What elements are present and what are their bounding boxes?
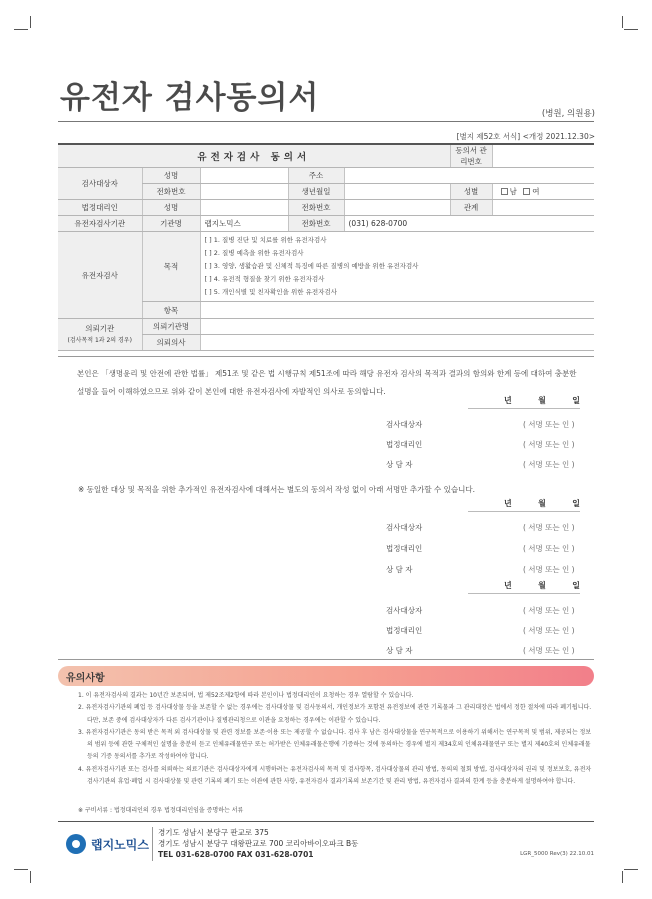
- year-label: 년: [504, 499, 512, 508]
- note-item: 1. 이 유전자검사의 결과는 10년간 보존되며, 법 제52조제2항에 따라 본인이나 법정대리인이 요청하는 경우 열람할 수 있습니다.: [78, 692, 414, 699]
- date-line: [468, 511, 580, 512]
- crop-mark: [30, 871, 31, 883]
- month-label: 월: [538, 396, 546, 405]
- requester-doctor-field[interactable]: [200, 335, 594, 351]
- female-checkbox[interactable]: [523, 188, 530, 195]
- sign-subject-label: 검사대상자: [386, 606, 423, 615]
- crop-mark: [14, 29, 28, 30]
- sign-hint[interactable]: ( 서명 또는 인 ): [523, 606, 575, 615]
- document-code: LGR_5000 Rev(3) 22.10.01: [520, 851, 594, 857]
- legal-rep-relation-field[interactable]: [492, 200, 594, 216]
- gender-options: [492, 184, 594, 200]
- institution-phone: (031) 628-0700: [344, 216, 594, 232]
- month-label: 월: [538, 499, 546, 508]
- sign-rep-label: 법정대리인: [386, 626, 423, 635]
- document-subtitle: (병원, 의원용): [541, 109, 595, 119]
- notes-list: [78, 690, 594, 788]
- institution-label: 유전자검사기관: [58, 216, 142, 232]
- legal-rep-phone-label: 전화번호: [288, 200, 344, 216]
- company-name: 랩지노믹스: [91, 837, 149, 852]
- footer-divider: [58, 821, 594, 822]
- purpose-option[interactable]: [ ] 5. 개인식별 및 친자확인을 위한 유전자검사: [204, 288, 337, 296]
- test-purpose-list: [200, 232, 594, 302]
- attachment-note: ※ 구비서류 : 법정대리인의 경우 법정대리인임을 증명하는 서류: [78, 807, 244, 814]
- footer-separator: [152, 827, 153, 861]
- purpose-option[interactable]: [ ] 4. 유전적 형질을 찾기 위한 유전자검사: [204, 275, 325, 283]
- mgmt-no-field[interactable]: [492, 144, 594, 168]
- subject-name-label: 성명: [142, 168, 200, 184]
- address-line-1: 경기도 성남시 분당구 판교로 375: [158, 828, 269, 837]
- crop-mark: [624, 29, 638, 30]
- title-divider: [58, 121, 594, 122]
- sign-date: [504, 395, 580, 406]
- note-item: 4. 유전자검사기관 또는 검사를 의뢰하는 의료기관은 검사대상자에게 시행하려는 유전자검사의 목적 및 검사항목, 검사대상물의 관리 방법, 동의의 철회 방법, 검사대상자의 권리 및 정보보호, 유전자검사기관의 휴업·폐업 시 검사대상물 및 관련 기록의 폐기 또는 이관에 관한 사항, 유전자검사 결과기록의 보존기간 및 관리 방법, 유전자검사 결과의 한계 등을 충분하게 설명하여야 합니다.: [78, 765, 592, 786]
- institution-row: [58, 216, 594, 232]
- sign-rep-label: 법정대리인: [386, 440, 423, 449]
- subject-name-field[interactable]: [200, 168, 288, 184]
- crop-mark: [14, 869, 28, 870]
- year-label: 년: [504, 396, 512, 405]
- subject-phone-label: 전화번호: [142, 184, 200, 200]
- test-label: 유전자검사: [58, 232, 142, 319]
- note-item: 2. 유전자검사기관의 폐업 등 검사대상물 등을 보존할 수 없는 경우에는 검사대상물 및 검사동의서, 개인정보가 포함된 유전정보에 관한 기록물과 그 관리대장은 법에서 정한 절차에 따라 폐기됩니다. 다만, 보존 중에 검사대상자가 다른 검사기관이나 질병관리청으로 이관을 요청하는 경우에는 이관할 수 있습니다.: [78, 704, 592, 724]
- institution-org-name: 랩지노믹스: [200, 216, 288, 232]
- requester-row-1: [58, 319, 594, 335]
- crop-mark: [622, 16, 623, 28]
- year-label: 년: [504, 581, 512, 590]
- company-logo: [66, 829, 150, 859]
- crop-mark: [30, 16, 31, 28]
- subject-phone-field[interactable]: [200, 184, 288, 200]
- day-label: 일: [572, 396, 580, 405]
- test-items-label: 항목: [142, 302, 200, 319]
- form-header: 유전자검사 동의서: [58, 144, 450, 168]
- subject-address-field[interactable]: [344, 168, 594, 184]
- subject-birth-label: 생년월일: [288, 184, 344, 200]
- sign-counselor-label: 상 담 자: [386, 460, 413, 469]
- sign-counselor-label: 상 담 자: [386, 646, 413, 655]
- male-checkbox[interactable]: [501, 188, 508, 195]
- legal-rep-name-label: 성명: [142, 200, 200, 216]
- requester-org-label: 의뢰기관명: [142, 319, 200, 335]
- crop-mark: [624, 869, 638, 870]
- sign-subject-label: 검사대상자: [386, 420, 423, 429]
- legal-rep-row: [58, 200, 594, 216]
- sign-rep-label: 법정대리인: [386, 544, 423, 553]
- day-label: 일: [572, 499, 580, 508]
- requester-note: (검사목적 1과 2의 경우): [67, 336, 132, 344]
- consent-section: [58, 356, 594, 660]
- requester-label-cell: [58, 319, 142, 351]
- sign-hint[interactable]: ( 서명 또는 인 ): [523, 646, 575, 655]
- sign-hint[interactable]: ( 서명 또는 인 ): [523, 626, 575, 635]
- legal-rep-name-field[interactable]: [200, 200, 288, 216]
- day-label: 일: [572, 581, 580, 590]
- note-item: 3. 유전자검사기관은 동의 받은 목적 외 검사대상물 및 관련 정보를 보존·이용 또는 제공할 수 없습니다. 검사 후 남은 검사대상물을 연구목적으로 이용하기 위해서는 연구목적 및 범위, 제공되는 정보의 범위 등에 관한 구체적인 설명을 충분히 듣고 인체유래물연구 또는 허가받은 인체유래물은행에 기증하는 것에 동의하는 경우에 별지 제34호의 인체유래물연구 또는 별지 제40호의 인체유래물등의 기증 동의서를 추가로 작성하여야 합니다.: [78, 728, 592, 761]
- purpose-option[interactable]: [ ] 2. 질병 예측을 위한 유전자검사: [204, 249, 304, 257]
- consent-statement: 본인은 「생명윤리 및 안전에 관한 법률」 제51조 및 같은 법 시행규칙 제51조에 따라 해당 유전자 검사의 목적과 결과의 함의와 한계 등에 대하여 충분한 설명을 들어 이해하였으므로 위와 같이 본인에 대한 유전자검사에 자발적인 의사로 동의합니다.: [77, 369, 577, 396]
- requester-doctor-label: 의뢰의사: [142, 335, 200, 351]
- female-label: 여: [532, 187, 540, 196]
- institution-org-label: 기관명: [142, 216, 200, 232]
- sign-hint[interactable]: ( 서명 또는 인 ): [523, 440, 575, 449]
- requester-org-field[interactable]: [200, 319, 594, 335]
- sign-hint[interactable]: ( 서명 또는 인 ): [523, 544, 575, 553]
- crop-mark: [622, 871, 623, 883]
- subject-row-1: [58, 168, 594, 184]
- test-purpose-label: 목적: [142, 232, 200, 302]
- test-purpose-row: [58, 232, 594, 302]
- sign-counselor-label: 상 담 자: [386, 565, 413, 574]
- legal-rep-relation-label: 관계: [450, 200, 492, 216]
- company-logo-icon: [66, 834, 86, 854]
- document-title: 유전자 검사동의서: [60, 80, 320, 116]
- sign-hint[interactable]: ( 서명 또는 인 ): [523, 565, 575, 574]
- sign-subject-label: 검사대상자: [386, 523, 423, 532]
- form-reference: [별지 제52호 서식] <개정 2021.12.30>: [456, 132, 595, 141]
- subject-label: 검사대상자: [58, 168, 142, 200]
- purpose-option[interactable]: [ ] 3. 영양, 생활습관 및 신체적 특징에 따른 질병의 예방을 위한 유전자검사: [204, 262, 419, 270]
- month-label: 월: [538, 581, 546, 590]
- subject-address-label: 주소: [288, 168, 344, 184]
- consent-form-table: [58, 143, 594, 351]
- mgmt-no-label: 동의서 관리번호: [450, 144, 492, 168]
- sign-date: [504, 498, 580, 509]
- contact-line: TEL 031-628-0700 FAX 031-628-0701: [158, 850, 314, 859]
- sign-hint[interactable]: ( 서명 또는 인 ): [523, 420, 575, 429]
- male-label: 남: [509, 187, 517, 196]
- subject-birth-field[interactable]: [344, 184, 450, 200]
- date-line: [468, 408, 580, 409]
- form-header-row: [58, 144, 594, 168]
- sign-date: [504, 580, 580, 591]
- requester-label: 의뢰기관: [85, 323, 115, 333]
- address-line-2: 경기도 성남시 분당구 대왕판교로 700 코리아바이오파크 B동: [158, 839, 359, 848]
- date-line: [468, 593, 580, 594]
- test-items-field[interactable]: [200, 302, 594, 319]
- subject-gender-label: 성별: [450, 184, 492, 200]
- institution-phone-label: 전화번호: [288, 216, 344, 232]
- notes-title: 유의사항: [66, 673, 105, 684]
- sign-hint[interactable]: ( 서명 또는 인 ): [523, 460, 575, 469]
- sign-hint[interactable]: ( 서명 또는 인 ): [523, 523, 575, 532]
- additional-sign-note: ※ 동일한 대상 및 목적을 위한 추가적인 유전자검사에 대해서는 별도의 동의서 작성 없이 아래 서명만 추가할 수 있습니다.: [78, 485, 475, 494]
- purpose-option[interactable]: [ ] 1. 질병 진단 및 치료를 위한 유전자검사: [204, 236, 327, 244]
- notes-header-bar: [58, 666, 594, 686]
- legal-rep-phone-field[interactable]: [344, 200, 450, 216]
- legal-rep-label: 법정대리인: [58, 200, 142, 216]
